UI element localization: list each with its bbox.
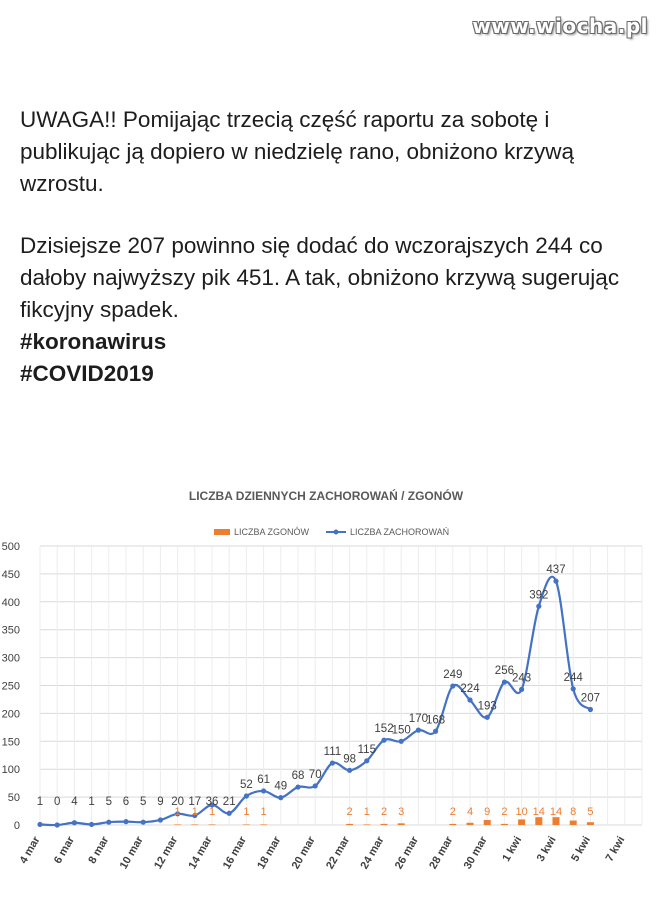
cases-value-label: 49 xyxy=(274,780,288,793)
cases-point xyxy=(433,729,438,734)
post-text xyxy=(20,104,650,390)
x-tick-label: 28 mar xyxy=(427,834,456,872)
y-tick-label: 0 xyxy=(13,820,20,832)
cases-point xyxy=(278,795,283,800)
cases-point xyxy=(295,784,300,789)
cases-value-label: 61 xyxy=(257,773,270,786)
death-value-label: 9 xyxy=(484,806,491,818)
chart-y-axis xyxy=(2,541,20,832)
death-value-label: 10 xyxy=(515,806,528,818)
cases-point xyxy=(450,683,455,688)
cases-value-label: 20 xyxy=(171,796,184,808)
chart-svg xyxy=(0,478,662,900)
cases-value-label: 1 xyxy=(36,796,44,808)
legend-deaths-label: LICZBA ZGONÓW xyxy=(234,527,310,537)
death-bar xyxy=(209,824,216,825)
cases-point xyxy=(123,819,128,824)
death-bar xyxy=(381,824,388,825)
cases-value-label: 0 xyxy=(53,796,61,808)
death-bar xyxy=(260,824,267,825)
death-bar xyxy=(449,824,456,825)
cases-value-label: 1 xyxy=(88,796,95,808)
cases-value-label: 9 xyxy=(157,796,164,808)
death-value-label: 1 xyxy=(260,806,267,818)
legend-cases-marker xyxy=(334,530,339,535)
x-tick-label: 20 mar xyxy=(289,834,318,872)
cases-value-label: 5 xyxy=(105,796,113,808)
death-bar xyxy=(501,824,508,825)
cases-value-label: 21 xyxy=(222,796,236,808)
cases-point xyxy=(588,707,593,712)
cases-point xyxy=(72,820,77,825)
cases-value-label: 6 xyxy=(122,796,130,808)
x-tick-label: 18 mar xyxy=(255,834,284,872)
x-tick-label: 26 mar xyxy=(392,834,421,872)
cases-value-label: 68 xyxy=(291,770,305,783)
cases-point xyxy=(261,788,266,793)
y-tick-label: 150 xyxy=(1,736,20,749)
x-tick-label: 14 mar xyxy=(186,834,215,872)
x-tick-label: 16 mar xyxy=(220,834,249,872)
death-value-label: 2 xyxy=(449,806,456,818)
death-bar xyxy=(174,824,181,825)
x-tick-label: 30 mar xyxy=(461,834,490,872)
death-value-label: 4 xyxy=(466,806,474,818)
cases-point xyxy=(553,579,558,584)
death-bar xyxy=(398,823,405,825)
cases-value-label: 111 xyxy=(323,746,342,759)
cases-point xyxy=(347,768,352,773)
y-tick-label: 350 xyxy=(1,624,20,637)
death-bar xyxy=(570,821,577,825)
cases-value-label: 256 xyxy=(494,665,514,678)
cases-value-label: 17 xyxy=(188,796,202,808)
cases-value-label: 243 xyxy=(512,672,532,685)
cases-value-label: 437 xyxy=(546,564,566,577)
y-tick-label: 250 xyxy=(1,680,20,693)
hashtag-koronawirus[interactable]: #koronawirus xyxy=(20,329,167,354)
death-value-label: 8 xyxy=(570,806,577,818)
cases-point xyxy=(55,822,60,827)
x-tick-label: 5 kwi xyxy=(569,834,593,864)
cases-value-label: 249 xyxy=(443,669,463,682)
death-value-label: 3 xyxy=(398,806,405,818)
x-tick-label: 4 mar xyxy=(17,834,43,866)
death-value-label: 1 xyxy=(243,806,250,818)
x-tick-label: 3 kwi xyxy=(534,834,559,864)
x-tick-label: 1 kwi xyxy=(500,834,525,864)
death-bar xyxy=(518,819,525,825)
hashtag-covid2019[interactable]: #COVID2019 xyxy=(20,361,154,386)
cases-point xyxy=(571,686,576,691)
chart-gridlines xyxy=(40,546,642,825)
y-tick-label: 450 xyxy=(1,568,20,581)
x-tick-label: 10 mar xyxy=(117,834,146,872)
cases-value-label: 170 xyxy=(408,713,428,726)
cases-value-label: 207 xyxy=(580,692,600,705)
death-bar xyxy=(363,824,370,825)
x-tick-label: 7 kwi xyxy=(603,834,628,864)
covid-chart xyxy=(0,478,662,900)
cases-value-label: 168 xyxy=(426,714,446,727)
cases-value-label: 115 xyxy=(357,743,376,756)
cases-point xyxy=(244,793,249,798)
legend-cases-label: LICZBA ZACHOROWAŃ xyxy=(350,527,450,537)
chart-x-axis xyxy=(18,834,628,871)
cases-point xyxy=(519,687,524,692)
death-value-label: 2 xyxy=(346,806,353,818)
x-tick-label: 6 mar xyxy=(51,834,77,866)
death-bar xyxy=(243,824,250,825)
death-bar xyxy=(484,820,491,825)
chart-title: LICZBA DZIENNYCH ZACHOROWAŃ / ZGONÓW xyxy=(188,489,464,503)
death-value-label: 2 xyxy=(380,806,388,818)
x-tick-label: 24 mar xyxy=(358,834,387,872)
cases-point xyxy=(364,758,369,763)
cases-value-label: 52 xyxy=(240,778,253,791)
cases-value-label: 392 xyxy=(529,589,549,602)
cases-value-label: 5 xyxy=(139,796,147,808)
cases-value-label: 36 xyxy=(205,796,219,808)
x-tick-label: 22 mar xyxy=(324,834,353,872)
death-value-label: 14 xyxy=(532,806,545,818)
cases-value-label: 98 xyxy=(343,753,356,766)
cases-point xyxy=(502,680,507,685)
cases-point xyxy=(227,811,232,816)
death-bar xyxy=(346,824,353,825)
site-watermark: www.wiocha.pl xyxy=(472,14,648,38)
y-tick-label: 300 xyxy=(1,652,20,665)
y-tick-label: 500 xyxy=(1,541,20,553)
post-paragraph-warning: UWAGA!! Pomijając trzecią część raportu za sobotę i publikując ją dopiero w niedzielę rano, obniżono krzywą wzrostu. xyxy=(20,107,575,196)
cases-point xyxy=(485,715,490,720)
death-value-label: 1 xyxy=(208,806,216,818)
cases-value-label: 244 xyxy=(563,671,583,684)
death-value-label: 14 xyxy=(549,806,563,818)
cases-point xyxy=(399,739,404,744)
death-bar xyxy=(535,817,542,825)
death-value-label: 5 xyxy=(587,806,594,818)
cases-point xyxy=(536,604,541,609)
cases-point xyxy=(141,820,146,825)
cases-value-label: 152 xyxy=(374,723,394,736)
cases-point xyxy=(313,783,318,788)
death-bar xyxy=(467,823,474,825)
cases-point xyxy=(330,760,335,765)
cases-point xyxy=(106,820,111,825)
y-tick-label: 400 xyxy=(1,596,20,609)
y-tick-label: 100 xyxy=(1,764,20,777)
cases-point xyxy=(37,822,42,827)
y-tick-label: 200 xyxy=(1,708,20,721)
cases-point xyxy=(467,697,472,702)
death-value-label: 1 xyxy=(191,806,198,818)
death-bar xyxy=(191,824,198,825)
post-paragraph-explanation: Dzisiejsze 207 powinno się dodać do wczorajszych 244 co dałoby najwyższy pik 451. A tak, obniżono krzywą sugerując fikcyjny spadek. xyxy=(20,233,620,322)
legend-deaths-swatch xyxy=(214,529,230,535)
death-value-label: 1 xyxy=(363,806,370,818)
y-tick-label: 50 xyxy=(7,792,20,805)
chart-legend xyxy=(214,527,449,537)
cases-value-label: 224 xyxy=(460,683,480,696)
cases-value-label: 70 xyxy=(308,768,322,781)
cases-point xyxy=(416,728,421,733)
death-value-label: 1 xyxy=(174,806,181,818)
cases-value-label: 193 xyxy=(477,700,497,713)
x-tick-label: 8 mar xyxy=(86,834,112,866)
death-bar xyxy=(587,822,594,825)
cases-value-label: 150 xyxy=(391,724,411,737)
x-tick-label: 12 mar xyxy=(152,834,181,872)
cases-point xyxy=(381,738,386,743)
cases-point xyxy=(158,817,163,822)
cases-point xyxy=(89,822,94,827)
death-value-label: 2 xyxy=(501,806,508,818)
death-bar xyxy=(553,817,560,825)
cases-value-label: 4 xyxy=(71,796,78,808)
